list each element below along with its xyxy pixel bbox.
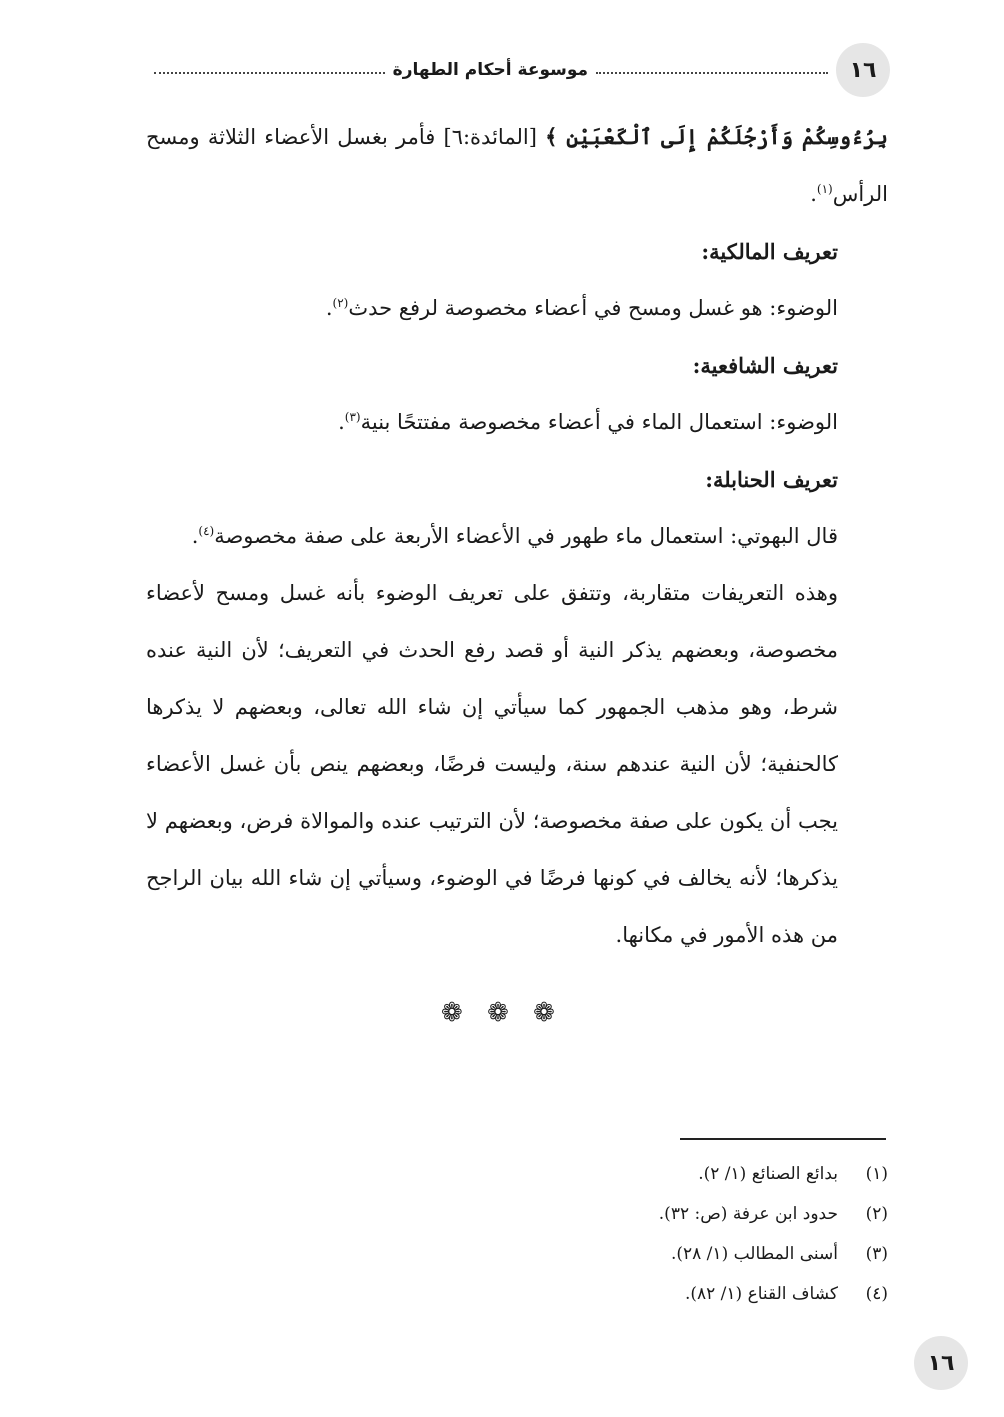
footnote-reference[interactable]: (١) xyxy=(816,182,833,196)
paragraph-end: . xyxy=(810,182,817,206)
footnote-item xyxy=(146,1274,888,1314)
header-dotted-leader-right xyxy=(596,72,828,74)
heading-hanbali: تعريف الحنابلة: xyxy=(705,467,838,492)
header-title: موسوعة أحكام الطهارة xyxy=(392,60,588,80)
footnote-text: بدائع الصنائع (١/ ٢). xyxy=(698,1164,838,1184)
paragraph-shafii xyxy=(146,394,888,451)
paragraph-maliki xyxy=(146,280,888,337)
footnote-item xyxy=(146,1194,888,1234)
footer-page-number: ١٦ xyxy=(914,1336,968,1390)
footnote-reference[interactable]: (٤) xyxy=(198,524,215,538)
quran-verse: بِرُءُوسِكُمْ وَأَرْجُلَكُمْ إِلَى ٱلْكَعْبَيْنِ ﴾ xyxy=(545,124,888,149)
footnote-item xyxy=(146,1154,888,1194)
footnote-number: (٣) xyxy=(865,1244,888,1264)
heading-maliki: تعريف المالكية: xyxy=(701,239,838,264)
footnote-text: حدود ابن عرفة (ص: ٣٢). xyxy=(658,1204,838,1224)
paragraph-end: . xyxy=(338,410,345,434)
footnote-number: (٤) xyxy=(865,1284,888,1304)
header-dotted-leader-left xyxy=(154,72,385,74)
footnote-text: أسنى المطالب (١/ ٢٨). xyxy=(670,1244,838,1264)
heading-shafii: تعريف الشافعية: xyxy=(692,353,838,378)
footnote-separator xyxy=(680,1138,886,1140)
paragraph-end: . xyxy=(325,296,333,320)
footnote-number: (١) xyxy=(865,1164,888,1184)
paragraph-hanbali xyxy=(146,508,888,565)
paragraph-end: . xyxy=(191,524,199,548)
section-ornament: ❁ ❁ ❁ xyxy=(441,998,563,1028)
page-header xyxy=(146,42,890,98)
paragraph-quran-verse xyxy=(146,108,888,223)
main-text xyxy=(146,108,888,964)
paragraph-summary: وهذه التعريفات متقاربة، وتتفق على تعريف الوضوء بأنه غسل ومسح لأعضاء مخصوصة، وبعضهم يذكر النية أو قصد رفع الحدث في التعريف؛ لأن النية عنده شرط، وهو مذهب الجمهور كما سيأتي إن شاء الله تعالى، وبعضهم لا يذكرها كالحنفية؛ لأن النية عندهم سنة، وليست فرضًا، وبعضهم ينص بأن غسل الأعضاء يجب أن يكون على صفة مخصوصة؛ لأن الترتيب عنده والموالاة فرض، وبعضهم لا يذكرها؛ لأنه يخالف في كونها فرضًا في الوضوء، وسيأتي إن شاء الله بيان الراجح من هذه الأمور في مكانها. xyxy=(146,581,838,947)
footnote-item xyxy=(146,1234,888,1274)
paragraph-text: [المائدة:٦] فأمر بغسل الأعضاء الثلاثة ومسح الرأس xyxy=(146,125,888,206)
paragraph-text: قال البهوتي: استعمال ماء طهور في الأعضاء الأربعة على صفة مخصوصة xyxy=(214,524,838,548)
paragraph-text: الوضوء: هو غسل ومسح في أعضاء مخصوصة لرفع حدث xyxy=(348,296,838,320)
header-page-number: ١٦ xyxy=(836,43,890,97)
footnote-reference[interactable]: (٢) xyxy=(332,296,349,310)
footnotes xyxy=(146,1154,888,1314)
footnote-text: كشاف القناع (١/ ٨٢). xyxy=(684,1284,838,1304)
footnote-reference[interactable]: (٣) xyxy=(344,410,361,424)
paragraph-text: الوضوء: استعمال الماء في أعضاء مخصوصة مفتتحًا بنية xyxy=(360,410,838,434)
footnote-number: (٢) xyxy=(865,1204,888,1224)
